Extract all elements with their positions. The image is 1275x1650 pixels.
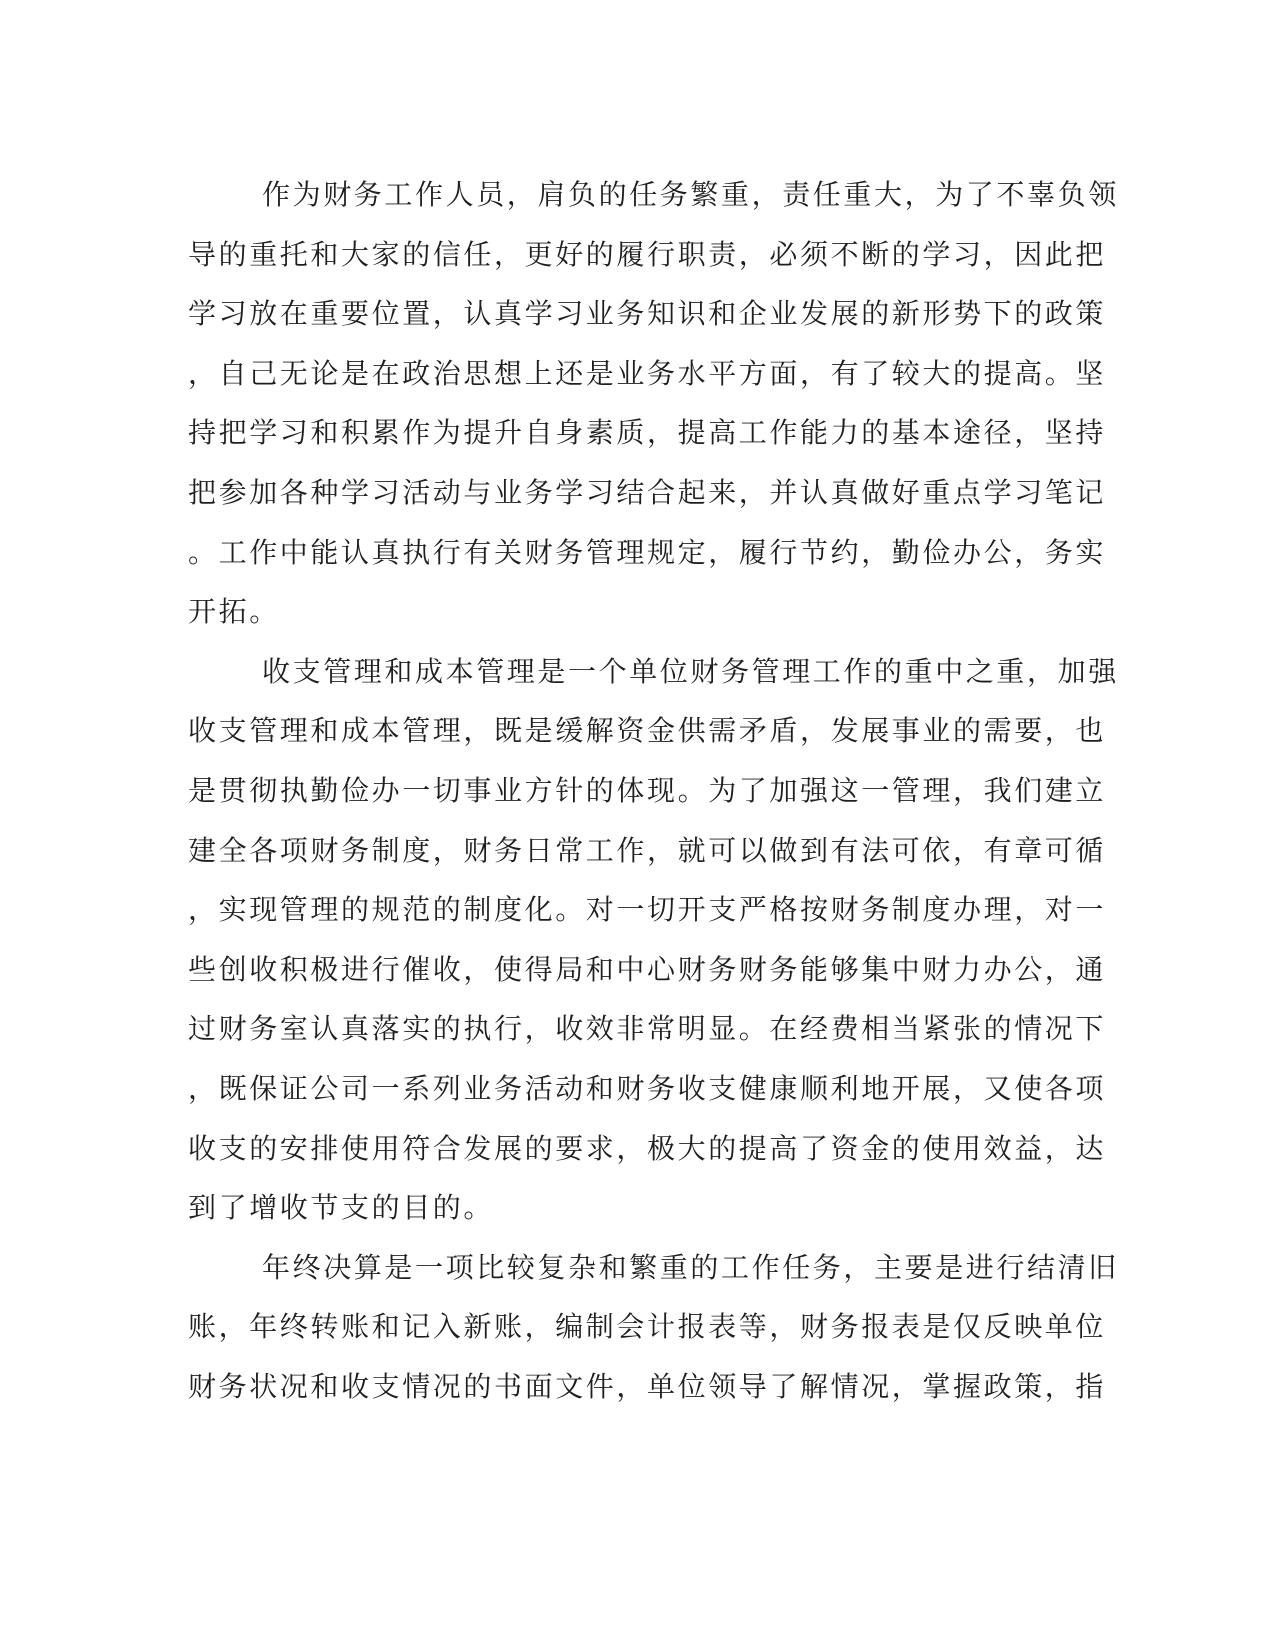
text-line: 收支的安排使用符合发展的要求，极大的提高了资金的使用效益，达: [188, 1131, 1107, 1165]
paragraph-year-end: [188, 1238, 1119, 1417]
paragraph-revenue-cost: [188, 642, 1119, 1238]
text-line: 导的重托和大家的信任，更好的履行职责，必须不断的学习，因此把: [188, 237, 1107, 271]
text-line: 作为财务工作人员，肩负的任务繁重，责任重大，为了不辜负领: [262, 178, 1119, 211]
text-line: 账，年终转账和记入新账，编制会计报表等，财务报表是仅反映单位: [188, 1310, 1107, 1344]
text-line: 年终决算是一项比较复杂和繁重的工作任务，主要是进行结清旧: [262, 1250, 1119, 1284]
text-line: ，自己无论是在政治思想上还是业务水平方面，有了较大的提高。坚: [188, 356, 1107, 390]
text-line: 学习放在重要位置，认真学习业务知识和企业发展的新形势下的政策: [188, 297, 1107, 331]
text-line: 是贯彻执勤俭办一切事业方针的体现。为了加强这一管理，我们建立: [188, 773, 1107, 807]
text-line: 持把学习和积累作为提升自身素质，提高工作能力的基本途径，坚持: [188, 416, 1107, 450]
text-line: 收支管理和成本管理，既是缓解资金供需矛盾，发展事业的需要，也: [188, 714, 1107, 748]
text-line: 把参加各种学习活动与业务学习结合起来，并认真做好重点学习笔记: [188, 475, 1107, 509]
paragraph-study: [188, 165, 1119, 642]
text-line: 财务状况和收支情况的书面文件，单位领导了解情况，掌握政策，指: [188, 1369, 1107, 1403]
text-line: 。工作中能认真执行有关财务管理规定，履行节约，勤俭办公，务实: [188, 535, 1107, 569]
text-line: ，既保证公司一系列业务活动和财务收支健康顺利地开展，又使各项: [188, 1071, 1107, 1105]
text-line: 到了增收节支的目的。: [188, 1191, 495, 1225]
text-line: 过财务室认真落实的执行，收效非常明显。在经费相当紧张的情况下: [188, 1012, 1107, 1046]
text-line: 收支管理和成本管理是一个单位财务管理工作的重中之重，加强: [262, 654, 1119, 688]
text-line: 建全各项财务制度，财务日常工作，就可以做到有法可依，有章可循: [188, 833, 1107, 867]
text-line: ，实现管理的规范的制度化。对一切开支严格按财务制度办理，对一: [188, 893, 1107, 927]
text-line: 些创收积极进行催收，使得局和中心财务财务能够集中财力办公，通: [188, 952, 1107, 986]
text-line: 开拓。: [188, 595, 280, 629]
document-body: [188, 165, 1119, 1416]
